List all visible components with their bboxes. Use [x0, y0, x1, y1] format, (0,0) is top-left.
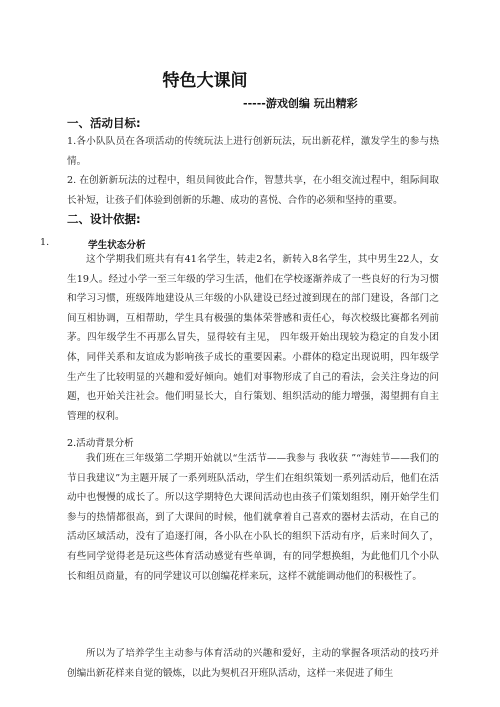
background-paragraph-1: 我们班在三年级第二学期开始就以“生活节——我参与 我收获 ”“海娃节——我们的节日我建议”为主题开展了一系列班队活动，学生们在组织策划一系列活动后，他们在活动中也慢慢的成长了。所以这学期特色大课间活动也由孩子们策划组织，刚开始学生们参与的热情都很高，到了大课间的时候，他们就拿着自己喜欢的器材去活动，在自己的活动区域活动，没有了追逐打闹，各小队在小队长的组织下活动有序，后来时间久了，有些同学觉得老是玩这些体育活动感觉有些单调，有的同学想换组，为此他们几个小队长和组员商量，有的同学建议可以创编花样来玩，这样不就能调动他们的积极性了。 — [67, 453, 439, 582]
sub-section-number: 1. — [40, 237, 50, 248]
background-paragraph-2: 所以为了培养学生主动参与体育活动的兴趣和爱好，主动的掌握各项活动的技巧并创编出新花样来自觉的锻炼，以此为契机召开班队活动，这样一来促进了师生 — [67, 648, 439, 679]
student-status-paragraph: 这个学期我们班共有有41名学生，转走2名，新转入8名学生，其中男生22人，女生19人。经过小学一至三年级的学习生活，他们在学校逐渐养成了一些良好的行为习惯和学习习惯，班级阵地建设从三年级的小队建设已经过渡到现在的部门建设，各部门之间互相协调，互相帮助，学生具有极强的集体荣誉感和责任心，每次校级比赛都名列前茅。四年级学生不再那么冒失，显得较有主见， 四年级开始出现较为稳定的自发小团体，同伴关系和友谊成为影响孩子成长的重要因素。小群体的稳定出现说明，四年级学生产生了比较明显的兴趣和爱好倾向。她们对事物形成了自己的看法，会关注身边的问题，也开始关注社会。他们明显长大，自行策划、组织活动的能力增强，渴望拥有自主管理的权利。 — [67, 254, 439, 422]
goal-item-2: 2. 在创新新玩法的过程中，组员间彼此合作，智慧共享，在小组交流过程中，组际间取长补短，让孩子们体验到创新的乐趣、成功的喜悦、合作的必须和坚持的重要。 — [67, 175, 439, 206]
section-heading-goals: 一、活动目标: — [67, 116, 141, 130]
sub-heading-student-status: 学生状态分析 — [88, 240, 146, 251]
goal-item-1: 1.各小队队员在各项活动的传统玩法上进行创新玩法，玩出新花样，激发学生的参与热情。 — [67, 136, 439, 167]
sub-heading-background: 2.活动背景分析 — [67, 438, 134, 449]
page-title: 特色大课间 — [162, 71, 248, 91]
section-heading-basis: 二、设计依据: — [67, 212, 141, 226]
page-subtitle: -----游戏创编 玩出精彩 — [243, 97, 358, 110]
